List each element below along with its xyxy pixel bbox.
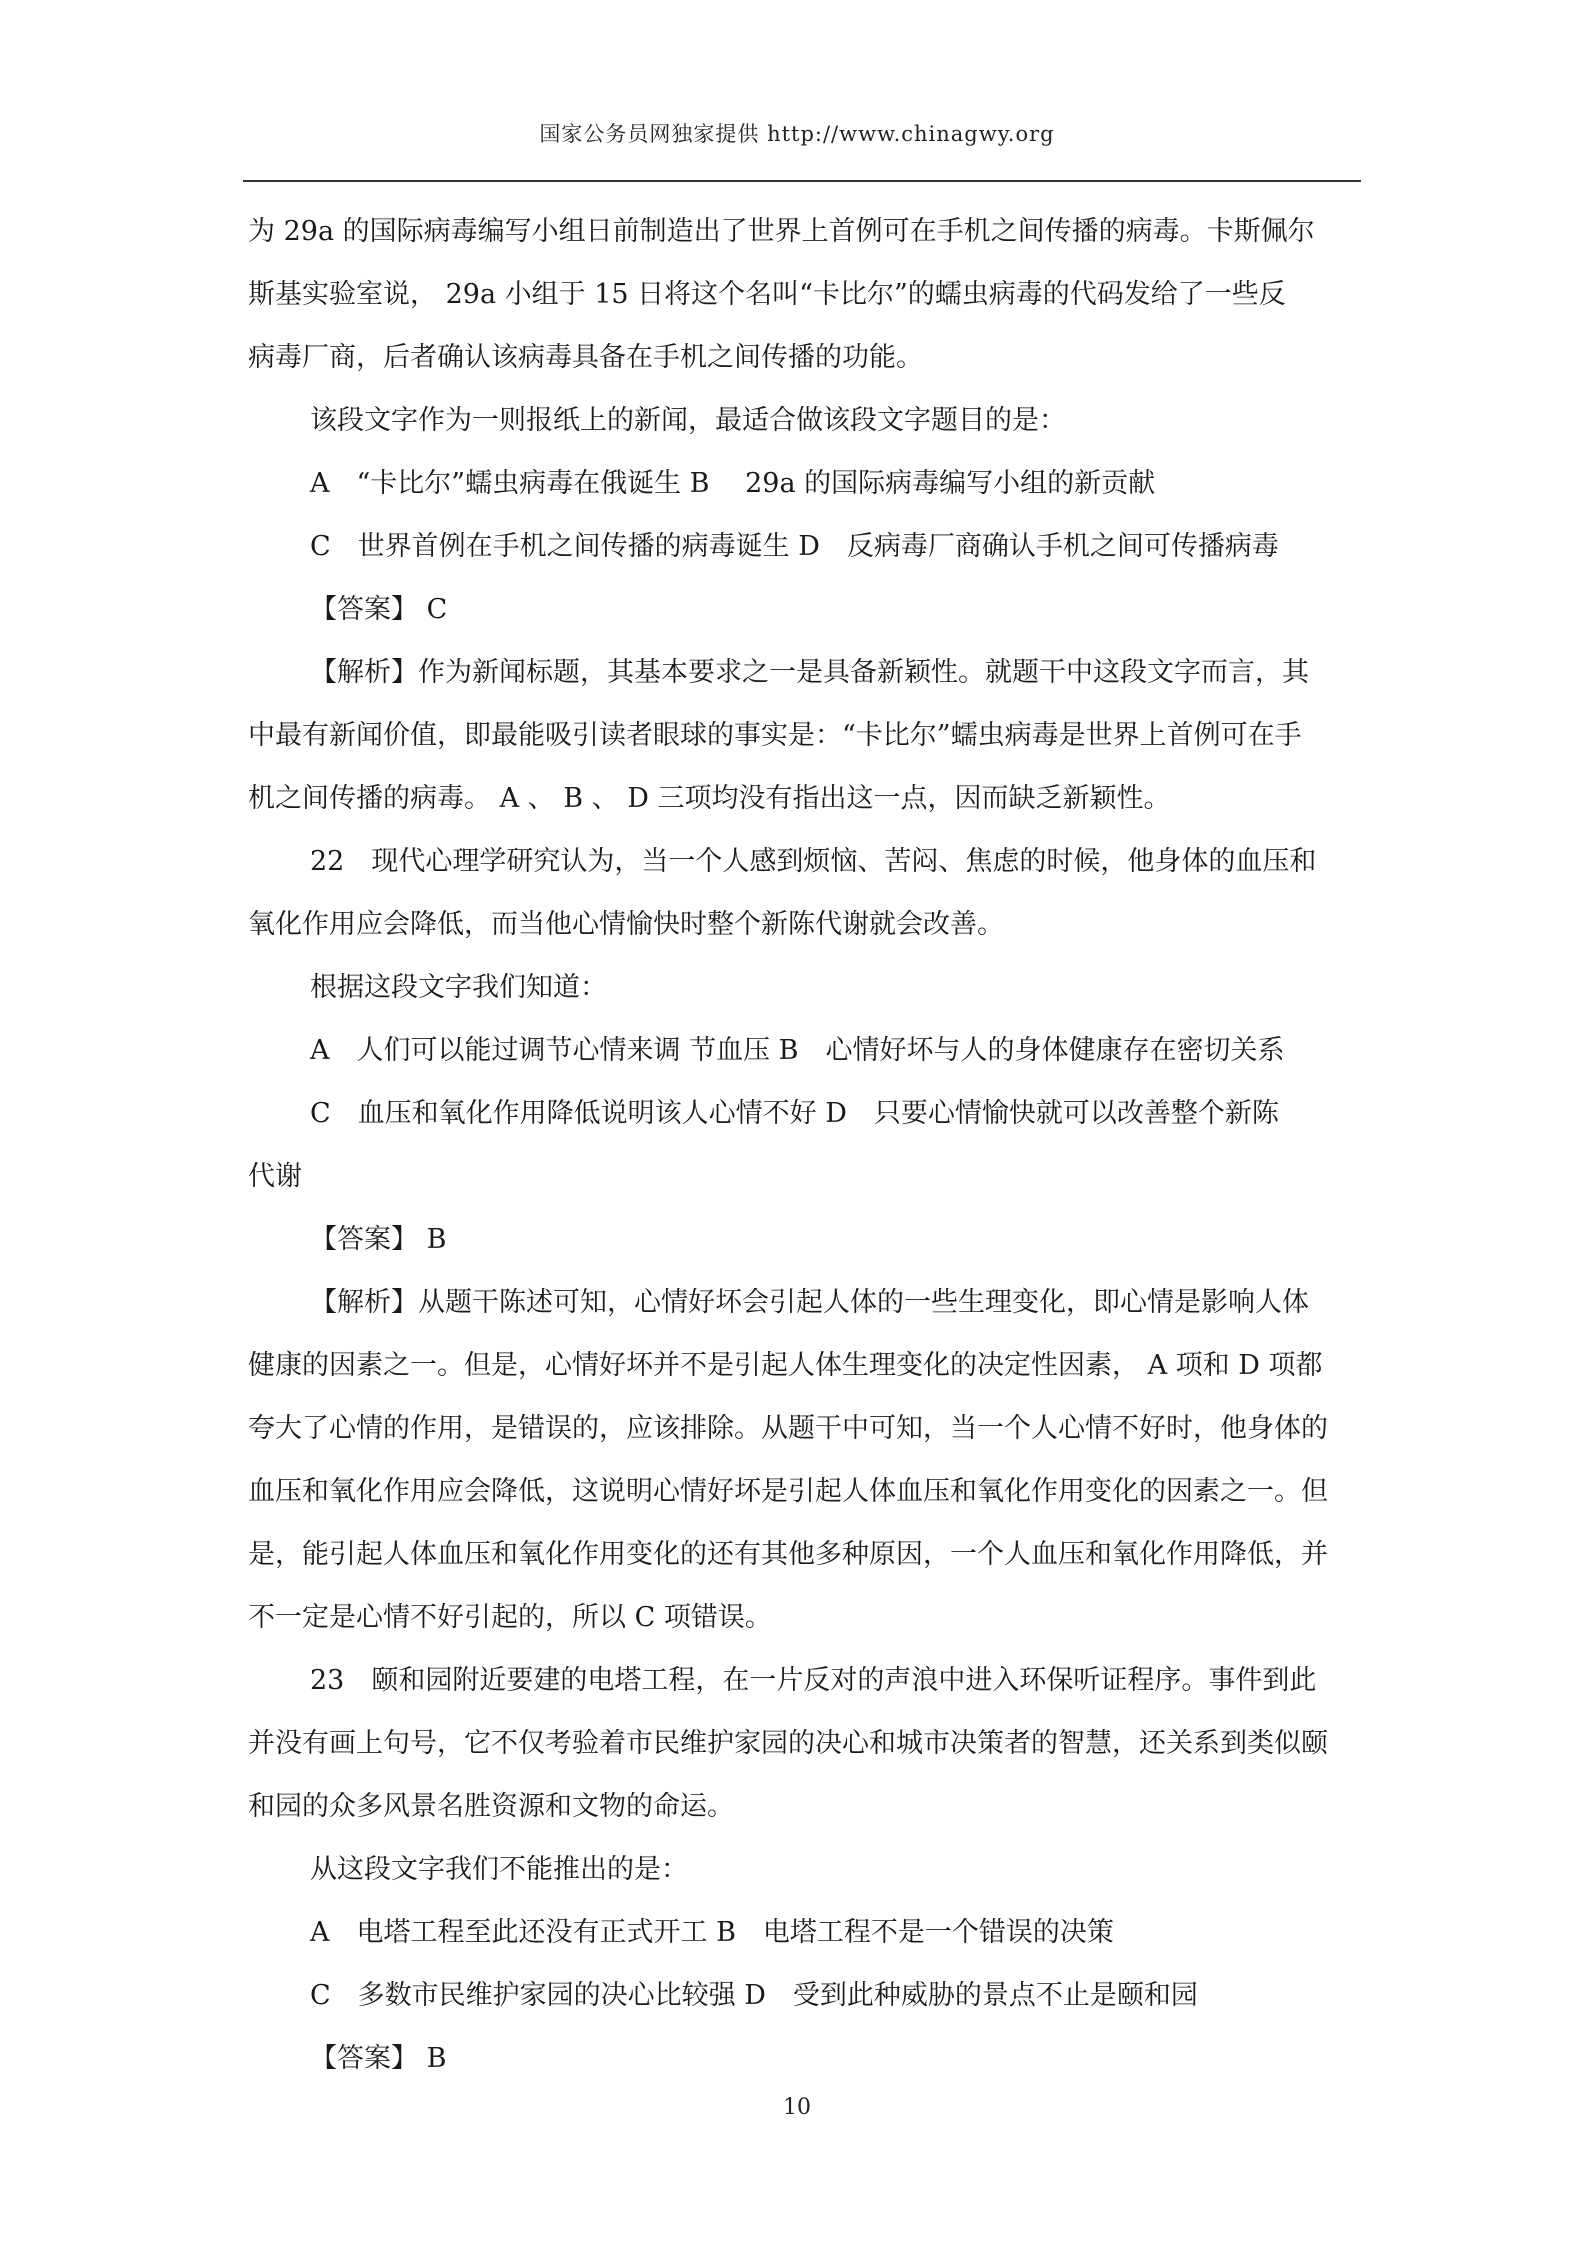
option-line: A 人们可以能过调节心情来调 节血压 B 心情好坏与人的身体健康存在密切关系 (310, 1035, 1285, 1066)
answer-line: 【答案】 B (310, 1224, 447, 1255)
text-line: 并没有画上句号，它不仅考验着市民维护家园的决心和城市决策者的智慧，还关系到类似颐 (248, 1728, 1328, 1759)
text-line: 代谢 (248, 1161, 302, 1192)
answer-line: 【答案】 C (310, 594, 448, 625)
option-line: A 电塔工程至此还没有正式开工 B 电塔工程不是一个错误的决策 (310, 1917, 1114, 1948)
option-line: C 世界首例在手机之间传播的病毒诞生 D 反病毒厂商确认手机之间可传播病毒 (310, 531, 1279, 562)
option-line: C 多数市民维护家园的决心比较强 D 受到此种威胁的景点不止是颐和园 (310, 1980, 1198, 2011)
option-line: C 血压和氧化作用降低说明该人心情不好 D 只要心情愉快就可以改善整个新陈 (310, 1098, 1279, 1129)
question-prompt: 根据这段文字我们知道： (310, 972, 607, 1003)
text-line: 不一定是心情不好引起的，所以 C 项错误。 (248, 1602, 772, 1633)
question-23: 23 颐和园附近要建的电塔工程，在一片反对的声浪中进入环保听证程序。事件到此 (310, 1665, 1317, 1696)
page-number: 10 (783, 2095, 811, 2120)
text-line: 健康的因素之一。但是，心情好坏并不是引起人体生理变化的决定性因素， A 项和 D 项都 (248, 1350, 1323, 1381)
header-rule (243, 180, 1361, 182)
option-line: A “卡比尔”蠕虫病毒在俄诞生 B 29a 的国际病毒编写小组的新贡献 (310, 468, 1156, 499)
analysis-line: 【解析】作为新闻标题，其基本要求之一是具备新颖性。就题干中这段文字而言，其 (310, 657, 1309, 688)
text-line: 夸大了心情的作用，是错误的，应该排除。从题干中可知，当一个人心情不好时，他身体的 (248, 1413, 1328, 1444)
text-line: 和园的众多风景名胜资源和文物的命运。 (248, 1791, 734, 1822)
question-prompt: 从这段文字我们不能推出的是： (310, 1854, 688, 1885)
question-prompt: 该段文字作为一则报纸上的新闻，最适合做该段文字题目的是： (310, 405, 1066, 436)
text-line: 中最有新闻价值，即最能吸引读者眼球的事实是：“卡比尔”蠕虫病毒是世界上首例可在手 (248, 720, 1302, 751)
text-line: 氧化作用应会降低，而当他心情愉快时整个新陈代谢就会改善。 (248, 909, 1004, 940)
text-line: 是，能引起人体血压和氧化作用变化的还有其他多种原因，一个人血压和氧化作用降低，并 (248, 1539, 1328, 1570)
text-line: 血压和氧化作用应会降低，这说明心情好坏是引起人体血压和氧化作用变化的因素之一。但 (248, 1476, 1328, 1507)
document-body (248, 200, 1358, 2090)
answer-line: 【答案】 B (310, 2043, 447, 2074)
text-line: 机之间传播的病毒。 A 、 B 、 D 三项均没有指出这一点，因而缺乏新颖性。 (248, 783, 1171, 814)
text-line: 斯基实验室说， 29a 小组于 15 日将这个名叫“卡比尔”的蠕虫病毒的代码发给了一些反 (248, 279, 1286, 310)
page-header: 国家公务员网独家提供 http://www.chinagwy.org (539, 122, 1055, 146)
text-line: 为 29a 的国际病毒编写小组日前制造出了世界上首例可在手机之间传播的病毒。卡斯佩尔 (248, 216, 1315, 247)
question-22: 22 现代心理学研究认为，当一个人感到烦恼、苦闷、焦虑的时候，他身体的血压和 (310, 846, 1317, 877)
text-line: 病毒厂商，后者确认该病毒具备在手机之间传播的功能。 (248, 342, 923, 373)
analysis-line: 【解析】从题干陈述可知，心情好坏会引起人体的一些生理变化，即心情是影响人体 (310, 1287, 1309, 1318)
